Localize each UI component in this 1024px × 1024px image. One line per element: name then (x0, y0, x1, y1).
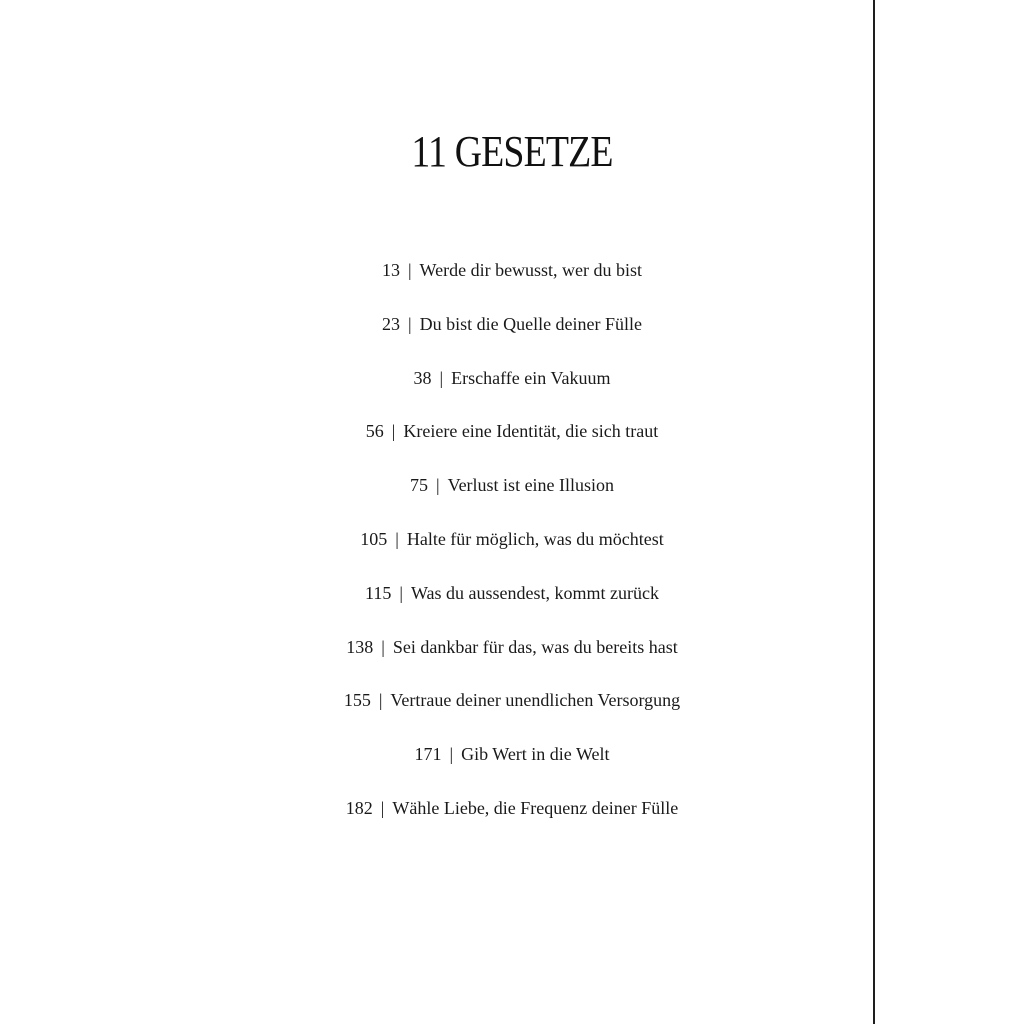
toc-page-number: 56 (365, 421, 384, 442)
toc-chapter-title: Werde dir bewusst, wer du bist (419, 260, 643, 280)
toc-entry (0, 685, 1024, 739)
toc-chapter-title: Was du aussendest, kommt zurück (410, 582, 659, 603)
toc-page-number: 105 (360, 528, 388, 549)
toc-chapter-title: Verlust ist eine Illusion (447, 475, 615, 496)
toc-entry (0, 363, 1024, 417)
toc-page-number: 13 (381, 260, 400, 280)
toc-page-number: 38 (413, 367, 432, 388)
toc-chapter-title: Wähle Liebe, die Frequenz deiner Fülle (392, 797, 679, 818)
toc-entry (0, 739, 1024, 793)
toc-chapter-title: Vertraue deiner unendlichen Versorgung (390, 690, 681, 711)
toc-separator: | (407, 260, 412, 280)
toc-entry (0, 470, 1024, 524)
toc-entry (0, 793, 1024, 847)
toc-page-number: 138 (346, 636, 374, 657)
toc-chapter-title: Gib Wert in die Welt (461, 744, 610, 765)
toc-separator: | (407, 313, 412, 334)
toc-entry (0, 578, 1024, 632)
toc-entry (0, 255, 1024, 309)
table-of-contents (0, 255, 1024, 847)
page-title: 11 GESETZE (411, 127, 613, 176)
toc-page-number: 75 (409, 475, 428, 496)
toc-page-number: 171 (414, 744, 442, 765)
toc-page-number: 182 (345, 797, 373, 818)
toc-separator: | (395, 528, 399, 549)
toc-entry (0, 416, 1024, 470)
toc-separator: | (439, 367, 444, 388)
toc-separator: | (381, 636, 385, 657)
toc-chapter-title: Du bist die Quelle deiner Fülle (419, 313, 643, 334)
toc-entry (0, 309, 1024, 363)
toc-separator: | (449, 744, 454, 765)
toc-separator: | (380, 797, 385, 818)
toc-entry (0, 524, 1024, 578)
toc-separator: | (435, 475, 440, 496)
toc-separator: | (378, 690, 383, 711)
toc-page-number: 23 (381, 313, 400, 334)
toc-entry (0, 632, 1024, 686)
toc-chapter-title: Kreiere eine Identität, die sich traut (403, 421, 659, 442)
toc-page-number: 155 (343, 690, 371, 711)
toc-page-number: 115 (365, 582, 392, 603)
toc-chapter-title: Erschaffe ein Vakuum (451, 367, 611, 388)
toc-separator: | (399, 582, 403, 603)
toc-chapter-title: Halte für möglich, was du möchtest (406, 528, 664, 549)
toc-separator: | (391, 421, 396, 442)
toc-chapter-title: Sei dankbar für das, was du bereits hast (392, 636, 678, 657)
